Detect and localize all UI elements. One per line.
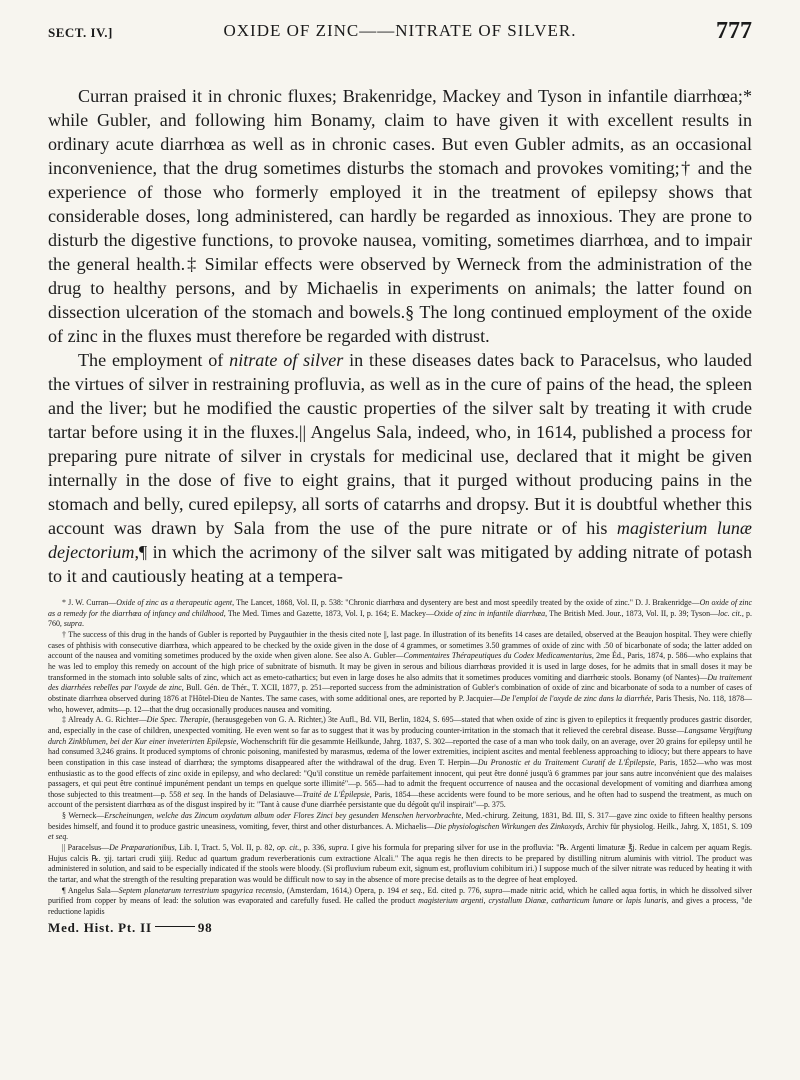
text-run: § Werneck— xyxy=(62,811,105,821)
footnote xyxy=(48,811,752,843)
footnote xyxy=(48,715,752,811)
italic-text: De l'emploi de l'oxyde de zinc dans la diarrhée xyxy=(500,693,652,703)
text-run: * J. W. Curran— xyxy=(62,598,117,607)
text-run: , 2me Éd., Paris, 1874, p. 586—who explains that he was led to employ this remedy on account of the high price of subnitrate of bismuth. It may be given in serous and bilious diarrhœas provided it is used in large doses, for he admits that in small doses it may be transformed in the stomach into soluble salts of zinc, which act as emeto-cathartics; but even in large doses he also admits that it sometimes produces vomiting and diarrhœic stools. Bonamy (of Nantes)— xyxy=(48,651,752,682)
italic-text: Du Pronostic et du Traitement Curatif de L'Épilepsie xyxy=(477,757,655,767)
text-run: ¶ Angelus Sala— xyxy=(62,885,119,895)
text-run: , (herausgegeben von G. A. Richter,) 3te Aufl., Bd. VII, Berlin, 1824, S. 695—stated that when oxide of zinc is given to epileptics it frequently produces gastric disorder, and, especially in the case of children, unexpected vomiting. He even went so far as to suggest that it was by producing counter-irritation in the stomach that it relieved the cerebral disease. Busse— xyxy=(48,715,752,735)
italic-text: Oxide of zinc in infantile diarrhœa xyxy=(433,608,546,618)
footnote xyxy=(48,598,752,630)
page-title: OXIDE OF ZINC——NITRATE OF SILVER. xyxy=(223,21,577,40)
italic-text: supra xyxy=(63,619,82,629)
signature-dash xyxy=(155,926,195,927)
italic-text: op. cit. xyxy=(276,843,300,853)
text-run: , Wochenschrift für die gesammte Heilkunde, Jahrg. 1837, S. 302—reported the case of a man who took daily, on an average, over 20 grains for epilepsy until he had consumed 3,246 grains. It produced symptoms of chronic poisoning, manifested by marasmus, œdema of the lower extremities, incipient ascites and mental feebleness approaching to idiocy; but there appears to have been constipation in this case instead of diarrhœa; the symptoms disappeared after the withdrawal of the drug. Even T. Herpin— xyxy=(48,736,752,767)
footnote xyxy=(48,886,752,918)
footnotes xyxy=(48,598,752,918)
italic-text: Langsame Vergiftung durch Zinkblumen, bei der Kur einer inveterirten Epilepsie xyxy=(48,725,752,746)
italic-text: lapis lunaris xyxy=(625,896,667,906)
italic-text: Traité de L'Épilepsie xyxy=(302,789,370,799)
italic-text: Commentaires Thérapeutiques du Codex Medicamentarius xyxy=(403,651,592,661)
text-run: , Archiv für physiolog. Heilk., Jahrg. X, 1851, S. 109 xyxy=(582,821,752,831)
text-run: , Paris, 1854—these accidents were found to be more serious, and he often had to suspend the treatment, as much on account of the persistent diarrhœa as of the disgust inspired by it: "Tant à cause d'une diarrhée persistante que du dégoût qu'il inspirait"—p. 375. xyxy=(48,789,752,810)
text-run: in these diseases dates back to Paracelsus, who lauded the virtues of silver in restraining profluvia, as well as in the cure of pains of the head, the spleen and the liver; but he modified the caustic properties of the silver salt by treating it with crude tartar before using it in the fluxes.|| Angelus Sala, indeed, who, in 1614, published a process for preparing pure nitrate of silver in crystals for medicinal use, declared that it might be given internally in the dose of five to eight grains, that it purged without producing pains in the stomach and belly, cured epilepsy, all sorts of catarrhs and dropsy. But it is doubtful whether this account was drawn by Sala from the use of the pure nitrate or of his xyxy=(48,350,752,538)
text-run: ,¶ in which the acrimony of the silver salt was mitigated by adding nitrate of potash to it and cautiously heating at a tempera- xyxy=(48,542,752,586)
italic-text: Die Spec. Therapie xyxy=(146,715,209,725)
signature-number: 98 xyxy=(197,919,213,935)
italic-text: et seq. xyxy=(401,885,423,895)
text-run: , and gives a process, "de reductione lapidis xyxy=(48,896,752,917)
italic-text: nitrate of silver xyxy=(229,350,344,370)
text-run: , Bull. Gén. de Thér., T. XCII, 1877, p. 251—reported success from the administration of Gubler's combination of oxide of zinc and bicarbonate of soda to a number of cases of obstinate diarrhœa observed during 1876 at l'Hôtel-Dieu de Nantes. The same cases, with some additional ones, are reported by P. Jacquier— xyxy=(48,683,752,703)
main-text xyxy=(48,84,752,588)
page-number: 777 xyxy=(716,17,752,44)
italic-text: magisterium lunæ dejectorium xyxy=(48,518,752,562)
text-run: , (Amsterdam, 1614,) Opera, p. 194 xyxy=(282,885,402,895)
text-run: ‡ Already A. G. Richter— xyxy=(62,715,147,725)
italic-text: loc. cit. xyxy=(717,608,742,618)
footnote xyxy=(48,630,752,715)
italic-text: Du traitement des diarrhées rebelles par l'oxyde de zinc xyxy=(48,672,752,693)
italic-text: supra xyxy=(484,885,503,895)
text-run: , p. 760, xyxy=(48,608,752,629)
text-run: In the hands of Delasiauve— xyxy=(204,789,303,799)
italic-text: Oxide of zinc as a therapeutic agent xyxy=(116,598,233,607)
italic-text: Die physiologischen Wirkungen des Zinkoxyds xyxy=(434,821,583,831)
italic-text: magisterium argenti, crystallum Dianæ, catharticum lunare xyxy=(418,896,614,906)
text-run: || Paracelsus— xyxy=(62,843,110,853)
italic-text: Septem planetarum terrestrium spagyrica recensio xyxy=(118,885,283,895)
text-run: , Paris, 1852—who was most enthusiastic as to the good effects of zinc oxide in epilepsy, and who declared: "Qu'il constitue un remède parfaitement innocent, qui peut être donné jusqu'à 6 grammes par jour sans autre inconvénient que des malaises passagers, et qui peut être continué impunément pendant un temps en quelque sorte illimité"—p. 565—had to admit the frequent occurrence of nausea and the occasional development of vomiting and diarrhœa among those subjected to this treatment—p. 558 xyxy=(48,757,752,799)
text-run: , Lib. I, Tract. 5, Vol. II, p. 82, xyxy=(174,843,277,853)
body-paragraph xyxy=(48,84,752,348)
italic-text: et seq. xyxy=(183,789,205,799)
text-run: Curran praised it in chronic fluxes; Brakenridge, Mackey and Tyson in infantile diarrhœa;* while Gubler, and following him Bonamy, claim to have given it with excellent results in ordinary acute diarrhœa as well as in chronic cases. But even Gubler admits, as an occasional inconvenience, that the drug sometimes disturbs the stomach and provokes vomiting;† and the experience of those who formerly employed it in the treatment of epilepsy shows that considerable doses, long administered, can hardly be regarded as innoxious. They are prone to disturb the digestive functions, to provoke nausea, vomiting, sometimes diarrhœa, and to impair the general health.‡ Similar effects were observed by Werneck from the administration of the drug to healthy persons, and by Michaelis in experiments on animals; the latter found on dissection ulceration of the stomach and bowels.§ The long continued employment of the oxide of zinc in the fluxes must therefore be regarded with distrust. xyxy=(48,86,752,346)
text-run: , Med.-chirurg. Zeitung, 1831, Bd. III, S. 317—gave zinc oxide to fifteen healthy persons besides himself, and found it to produce gastric uneasiness, vomiting, fever, thirst and other disturbances. A. Michaelis— xyxy=(48,811,752,831)
body-paragraph xyxy=(48,348,752,588)
footnote xyxy=(48,843,752,886)
text-run: . I give his formula for preparing silver for use in the profluvia: "℞. Argenti limaturæ ℥j. Redue in calcem per aquam Regis. Hujus calcis ℞. ʒij. tartari crudi ʒiiij. Reduc ad quartum gradum reverberationis cum extractione Alcali." The aqua regis he then directs to be prepared by distilling nitrum aluminis with vitriol. The product was administered in solution, and said to be especially indicated if the stools were bloody. (Si profluvium rubeum exit, signum est, profluvium cohibitum iri.) I suppose much of the silver nitrate was reduced by heating it with the tartar, and what the strength of the resulting preparation was would be difficult now to say in the absence of more precise details as to the degree of heat employed. xyxy=(48,843,753,885)
text-run: . xyxy=(81,619,84,629)
text-run: , The British Med. Jour., 1873, Vol. II, p. 39; Tyson— xyxy=(545,608,718,618)
italic-text: Erscheinungen, welche das Zincum oxydatum album oder Flores Zinci bey gesunden Menschen hervorbrachte xyxy=(104,811,462,821)
italic-text: supra xyxy=(328,843,347,853)
text-run: † The success of this drug in the hands of Gubler is reported by Puygauthier in the thesis cited note ||, last page. In illustration of its benefits 14 cases are detailed, observed at the Beaujon hospital. They were chiefly cases of phthisis with consecutive diarrhœa, which appeared to be checked by the oxide given in the dose of 4 grammes, or sometimes 3.50 grammes of oxide of zinc with .50 of bicarbonate of soda; the latter added on account of the nausea and vomiting sometimes produced by the oxide when given alone. See also A. Gubler— xyxy=(48,629,752,661)
text-run: , The Lancet, 1868, Vol. II, p. 538: "Chronic diarrhœa and dysentery are best and most speedily treated by the oxide of zinc." D. J. Brakenridge— xyxy=(232,598,700,607)
text-run: —made nitric acid, which he called aqua fortis, in which he dissolved silver purified from copper by means of lead: the solution was evaporated and carefully fused. He called the product xyxy=(48,885,753,906)
running-head xyxy=(48,16,752,46)
italic-text: On oxide of zinc as a remedy for the diarrhœa of infancy and childhood xyxy=(48,598,753,618)
text-run: , Paris Thesis, No. 118, 1878—who, however, admits—p. 12—that the drug occasionally produces nausea and vomiting. xyxy=(48,693,752,714)
italic-text: De Præparationibus xyxy=(109,843,175,853)
signature-mark: Med. Hist. Pt. II xyxy=(48,919,152,935)
text-run: or xyxy=(613,896,626,906)
signature-line xyxy=(48,920,752,936)
section-label: SECT. IV.] xyxy=(48,25,113,40)
text-run: The employment of xyxy=(78,350,230,370)
text-run: , The Med. Times and Gazette, 1873, Vol. I, p. 164; E. Mackey— xyxy=(223,608,434,618)
text-run: , p. 336, xyxy=(299,843,329,853)
italic-text: et seq. xyxy=(48,832,69,842)
text-run: , Ed. cited p. 776, xyxy=(422,885,485,895)
